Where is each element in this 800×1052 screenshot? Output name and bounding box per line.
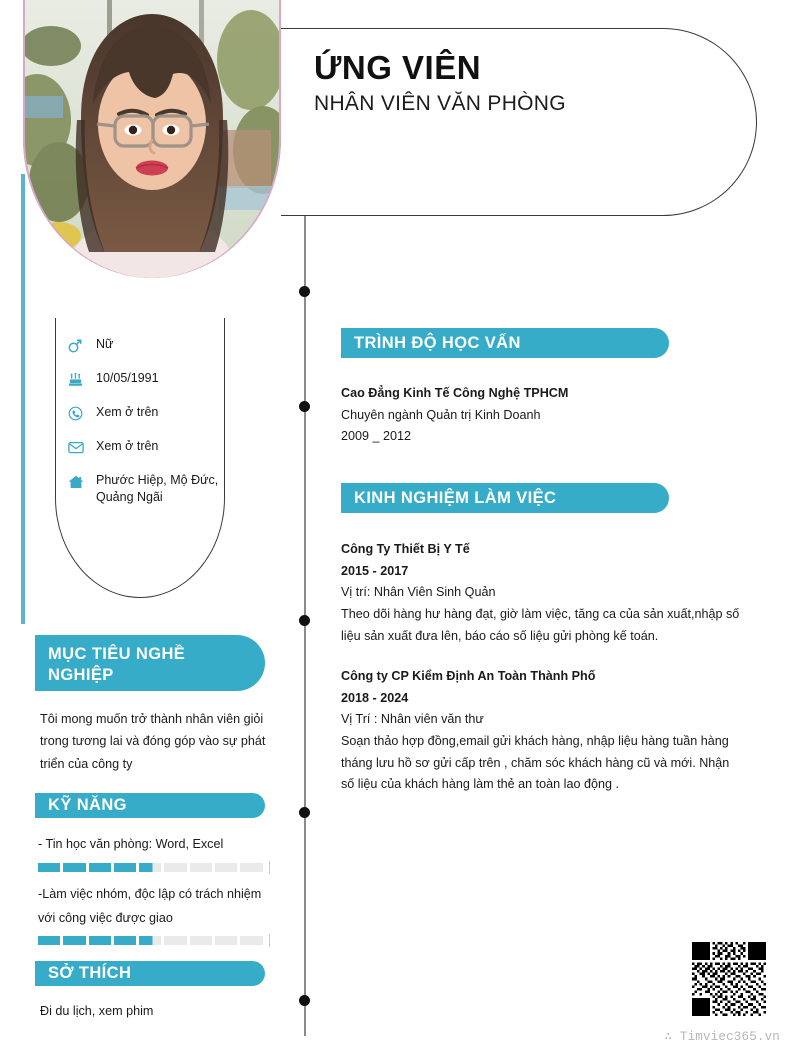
brand-watermark: ∴ Timviec365.vn [664, 1030, 780, 1044]
job-desc: tháng lưu hồ sơ gửi cấp trên , chăm sóc khách hàng cũ và mới. Nhận [341, 755, 730, 770]
job-title: NHÂN VIÊN VĂN PHÒNG [314, 92, 566, 116]
objective-text: Tôi mong muốn trở thành nhân viên giỏi [40, 712, 264, 726]
contact-value: 10/05/1991 [96, 371, 159, 385]
timeline-dot [299, 286, 310, 297]
timeline-dot [299, 401, 310, 412]
section-heading-hobbies [35, 961, 265, 986]
job-company: Công ty CP Kiểm Định An Toàn Thành Phố [341, 669, 596, 683]
section-heading-education [341, 328, 669, 358]
contact-item-address [68, 472, 288, 507]
contact-value: Xem ở trên [96, 439, 159, 453]
objective-heading-line-2: NGHIỆP [48, 665, 114, 684]
contact-value [90, 472, 218, 507]
objective-body [40, 708, 298, 775]
education-school: Cao Đẳng Kinh Tế Công Nghệ TPHCM [341, 386, 569, 400]
skill-progress-bar [38, 863, 270, 872]
experience-job-2 [341, 666, 771, 796]
experience-job-1 [341, 539, 771, 647]
skill-bar-endcap [269, 861, 270, 874]
job-desc: Soạn thảo hợp đồng,email gửi khách hàng, nhập liệu hàng tuần hàng [341, 733, 729, 748]
page-title: ỨNG VIÊN [314, 49, 482, 86]
contact-item-gender [68, 336, 288, 355]
qr-code-graphic [692, 942, 766, 1016]
contact-list [68, 336, 288, 522]
objective-heading-line-1: MỤC TIÊU NGHỀ [48, 645, 186, 663]
contact-item-email [68, 438, 288, 457]
education-years: 2009 _ 2012 [341, 429, 412, 444]
email-icon [68, 438, 90, 457]
job-desc: Theo dõi hàng hư hàng đạt, giờ làm việc, tăng ca của sản xuất,nhập số [341, 606, 740, 621]
address-line-1: Phước Hiệp, Mộ Đức, [96, 473, 219, 487]
contact-value: Nữ [96, 337, 114, 351]
contact-item-phone [68, 404, 288, 423]
skills-heading-label: KỸ NĂNG [48, 796, 127, 814]
skill-bar-endcap [269, 934, 270, 947]
home-icon [68, 472, 90, 491]
phone-icon [68, 404, 90, 423]
qr-code [692, 942, 766, 1016]
job-position: Vị Trí : Nhân viên văn thư [341, 712, 484, 727]
job-period: 2015 - 2017 [341, 563, 409, 578]
portrait-photo-illustration [23, 0, 281, 278]
skill-label: -Làm việc nhóm, độc lập có trách nhiệm [38, 887, 262, 901]
skill-progress-bar [38, 936, 270, 945]
timeline-line [304, 216, 306, 1036]
timeline-dot [299, 807, 310, 818]
skill-label-line-2: với công việc được giao [38, 910, 173, 925]
skill-label: - Tin học văn phòng: Word, Excel [38, 837, 224, 851]
section-heading-objective [35, 635, 265, 691]
contact-item-birthday [68, 370, 288, 389]
skill-item-1 [38, 834, 270, 872]
job-desc: số liệu của khách hàng làm thẻ an toàn lao động . [341, 777, 619, 792]
education-major: Chuyên ngành Quản trị Kinh Doanh [341, 407, 541, 422]
gender-icon [68, 336, 90, 355]
contact-value: Xem ở trên [96, 405, 159, 419]
section-heading-skills [35, 793, 265, 818]
birthday-cake-icon [68, 370, 90, 389]
job-company: Công Ty Thiết Bị Y Tế [341, 542, 470, 556]
timeline-dot [299, 995, 310, 1006]
header-text-group [314, 50, 744, 116]
hobbies-text: Đi du lịch, xem phim [40, 1004, 154, 1018]
education-body [341, 383, 771, 448]
section-heading-experience [341, 483, 669, 513]
address-line-2: Quảng Ngãi [96, 490, 163, 505]
experience-heading-label: KINH NGHIỆM LÀM VIỆC [354, 488, 557, 507]
job-position: Vị trí: Nhân Viên Sinh Quản [341, 585, 496, 600]
hobbies-heading-label: SỞ THÍCH [48, 964, 132, 982]
objective-text: triển của công ty [40, 756, 133, 771]
objective-text: trong tương lai và đóng góp vào sự phát [40, 734, 266, 749]
job-period: 2018 - 2024 [341, 690, 409, 705]
skill-item-2 [38, 884, 270, 945]
job-desc: liệu sản xuất đưa lên, báo cáo số liệu gửi phòng kế toán. [341, 628, 659, 643]
timeline-dot [299, 615, 310, 626]
avatar [23, 0, 281, 278]
education-heading-label: TRÌNH ĐỘ HỌC VẤN [354, 333, 521, 352]
left-accent-bar [21, 174, 25, 624]
hobbies-body [40, 1000, 298, 1022]
